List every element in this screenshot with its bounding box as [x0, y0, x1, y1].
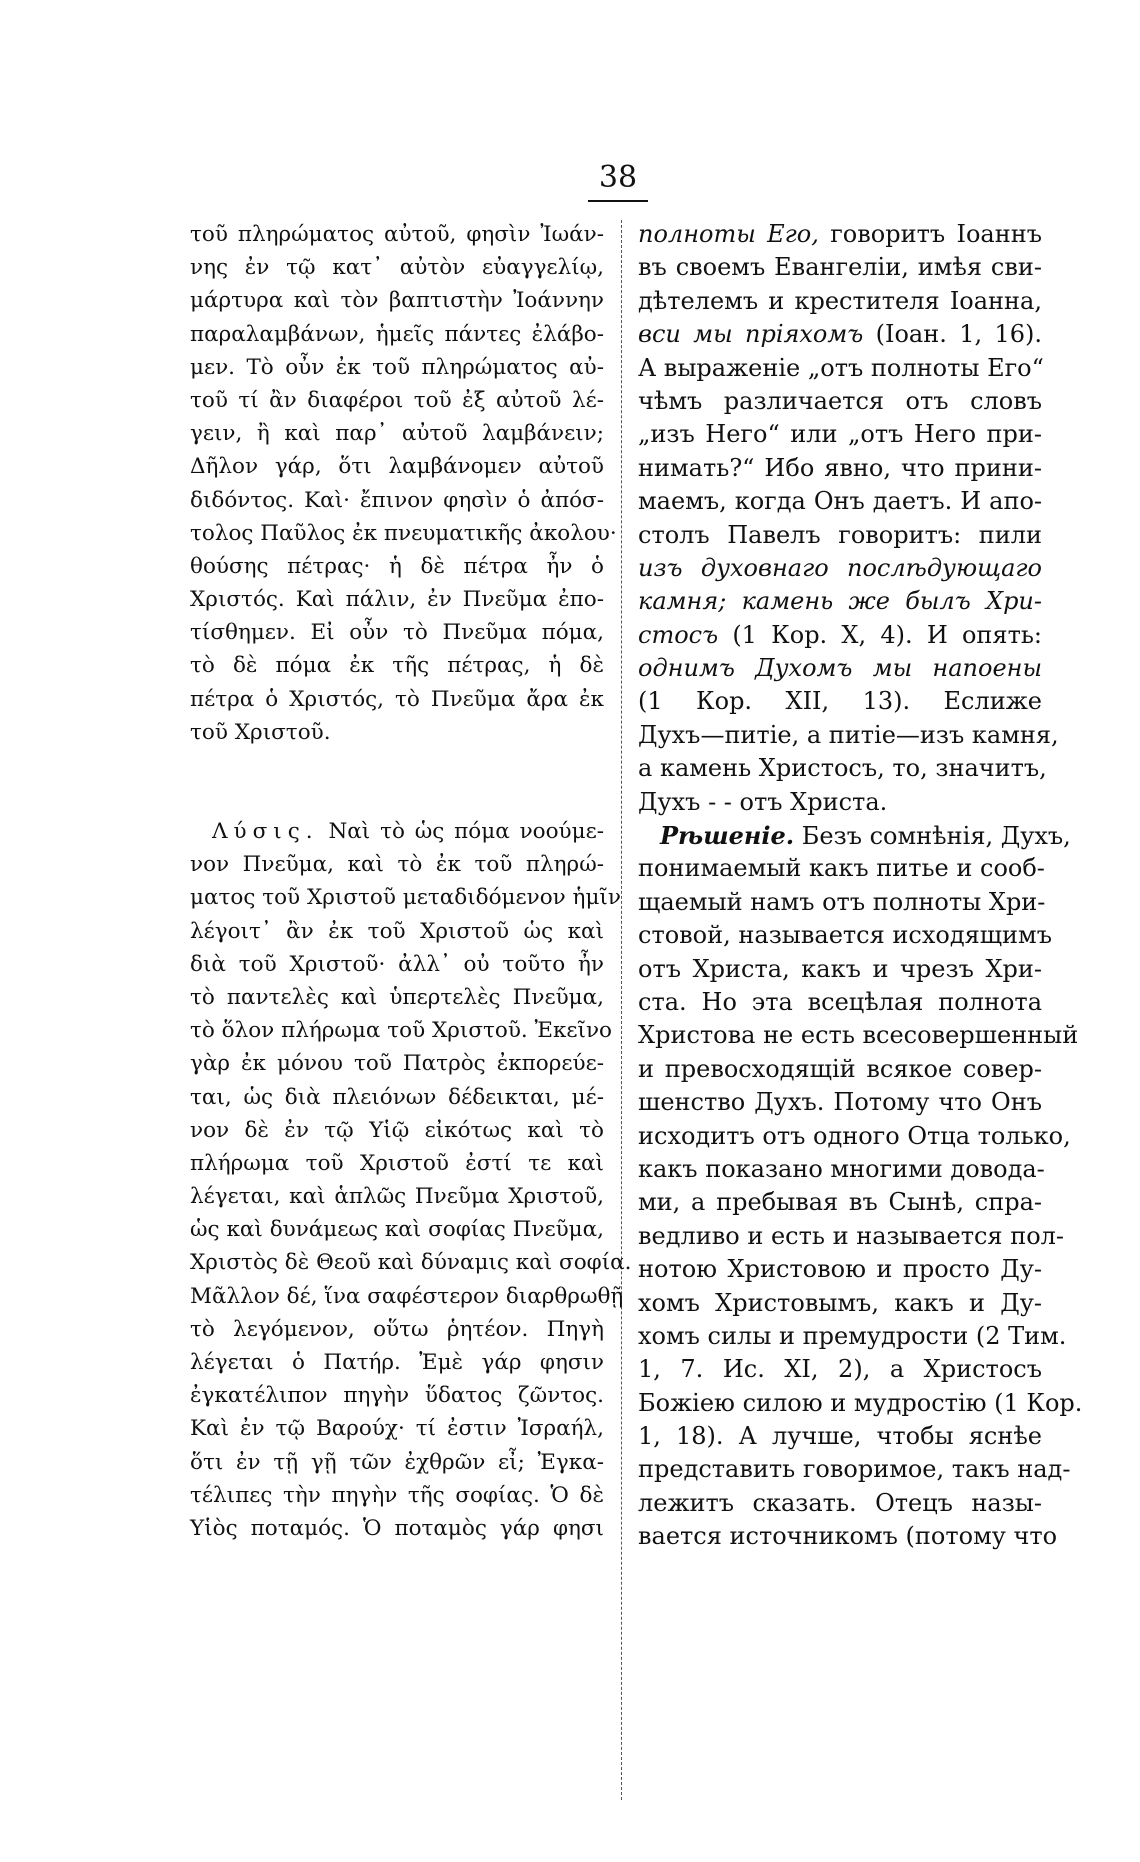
text-line [638, 251, 1042, 284]
line-text: нимать?“ Ибо явно, что прини- [638, 453, 1042, 482]
text-line: πλήρωμα τοῦ Χριστοῦ ἐστί τε καὶ [190, 1150, 604, 1176]
text-line [638, 352, 1042, 385]
italic-quote: полноты Его, [638, 220, 819, 248]
text-line: стовой, называется исходящимъ [638, 921, 1052, 950]
text-line [638, 685, 1042, 718]
line-text: маемъ, когда Онъ даетъ. И апо- [638, 487, 1042, 516]
text-line: лежитъ сказать. Отецъ назы- [638, 1488, 1042, 1517]
line-text: въ своемъ Евангеліи, имѣя сви- [638, 253, 1042, 282]
text-line: ται, ὡς διὰ πλειόνων δέδεικται, μέ- [190, 1084, 604, 1110]
line-text: „изъ Него“ или „отъ Него при- [638, 420, 1042, 449]
text-line [638, 285, 1042, 318]
text-line: щаемый намъ отъ полноты Хри- [638, 887, 1046, 916]
text-line: 1, 18). А лучше, чтобы яснѣе [638, 1422, 1042, 1451]
russian-reshenie-line [638, 819, 1071, 852]
text-line: νον Πνεῦμα, καὶ τὸ ἐκ τοῦ πληρώ- [190, 852, 604, 878]
text-line: Δῆλον γάρ, ὅτι λαμβάνομεν αὐτοῦ [190, 454, 604, 480]
text-line: Μᾶλλον δέ, ἵνα σαφέστερον διαρθρωθῇ [190, 1283, 624, 1309]
line-text: а камень Христосъ, то, значитъ, [638, 754, 1047, 783]
text-line: τολος Παῦλος ἐκ πνευματικῆς ἀκολου· [190, 520, 617, 546]
page-number-rule [588, 200, 648, 202]
text-line: Υἱὸς ποταμός. Ὁ ποταμὸς γάρ φησι [190, 1515, 604, 1541]
text-line: Χριστὸς δὲ Θεοῦ καὶ δύναμις καὶ σοφία. [190, 1250, 632, 1276]
line-text: говоритъ Іоаннъ [818, 220, 1042, 248]
text-line: πέτρα ὁ Χριστός, τὸ Πνεῦμα ἄρα ἐκ [190, 686, 604, 712]
text-line: τέλιπες τὴν πηγὴν τῆς σοφίας. Ὁ δὲ [190, 1482, 604, 1508]
text-line: γὰρ ἐκ μόνου τοῦ Πατρὸς ἐκπορεύε- [190, 1051, 604, 1077]
lysis-label: Λύσις. [212, 819, 319, 844]
line-text: (Іоан. 1, 16). [863, 320, 1042, 349]
text-line [638, 385, 1042, 418]
greek-column [190, 218, 632, 1545]
text-line: τίσθημεν. Εἰ οὖν τὸ Πνεῦμα πόμα, [190, 620, 604, 646]
text-line [638, 719, 1059, 752]
text-line: θούσης πέτρας· ἡ δὲ πέτρα ἦν ὁ [190, 553, 604, 579]
text-line [638, 619, 1042, 652]
text-line [638, 552, 1042, 585]
text-line: τὸ λεγόμενον, οὕτω ῥητέον. Πηγὴ [190, 1316, 604, 1342]
italic-quote: стосъ [638, 620, 719, 649]
text-line: ста. Но эта всецѣлая полнота [638, 987, 1042, 1016]
italic-quote: однимъ Духомъ мы напоены [638, 654, 1042, 683]
russian-paragraph-1 [638, 218, 1059, 819]
text-line [638, 485, 1042, 518]
italic-quote: камня; камень же былъ Хри- [638, 587, 1042, 616]
text-line: τοῦ πληρώματος αὐτοῦ, φησὶν Ἰωάν- [190, 222, 604, 247]
text-line: μεν. Τὸ οὖν ἐκ τοῦ πληρώματος αὐ- [190, 354, 604, 380]
text-line: τοῦ Χριστοῦ. [190, 719, 331, 745]
greek-paragraph-2 [190, 848, 632, 1545]
italic-quote: изъ духовнаго послѣдующаго [638, 553, 1042, 582]
text-line: Христова не есть всесовершенный [638, 1021, 1079, 1050]
text-line: ματος τοῦ Χριστοῦ μεταδιδόμενον ἡμῖν [190, 885, 621, 911]
text-line: 1, 7. Ис. XI, 2), а Христосъ [638, 1355, 1042, 1384]
greek-paragraph-1 [190, 218, 617, 749]
text-line: вается источникомъ (потому что [638, 1522, 1058, 1551]
text-line: τὸ δὲ πόμα ἐκ τῆς πέτρας, ἡ δὲ [190, 653, 604, 679]
text-line: νον δὲ ἐν τῷ Υἱῷ εἰκότως καὶ τὸ [190, 1117, 604, 1143]
text-line: ἐγκατέλιπον πηγὴν ὕδατος ζῶντος. [190, 1383, 604, 1409]
line-text: (1 Кор. XII, 13). Еслиже [638, 687, 1042, 716]
text-line: διὰ τοῦ Χριστοῦ· ἀλλ᾽ οὐ τοῦτο ἦν [190, 951, 604, 977]
text-line: шенство Духъ. Потому что Онъ [638, 1088, 1042, 1117]
text-line [638, 652, 1042, 685]
lysis-line-text: Ναὶ τὸ ὡς πόμα νοούμε- [328, 819, 604, 844]
text-line: понимаемый какъ питье и сооб- [638, 854, 1045, 883]
text-line: представить говоримое, такъ над- [638, 1455, 1071, 1484]
text-line: γειν, ἢ καὶ παρ᾽ αὐτοῦ λαμβάνειν; [190, 421, 604, 447]
russian-column [638, 218, 1083, 1554]
text-line [638, 752, 1047, 785]
text-line: ὡς καὶ δυνάμεως καὶ σοφίας Πνεῦμα, [190, 1217, 604, 1243]
text-line: ὅτι ἐν τῇ γῇ τῶν ἐχθρῶν εἶ; Ἐγκα- [190, 1449, 604, 1475]
line-text: Духъ - - отъ Христа. [638, 787, 888, 816]
text-line: παραλαμβάνων, ἡμεῖς πάντες ἐλάβο- [190, 321, 604, 347]
text-line: τοῦ τί ἂν διαφέροι τοῦ ἐξ αὐτοῦ λέ- [190, 387, 604, 413]
text-line: διδόντος. Καὶ· ἔπινον φησὶν ὁ ἀπόσ- [190, 487, 604, 513]
text-line [638, 519, 1042, 552]
line-text: А выраженіе „отъ полноты Его“ [638, 353, 1044, 382]
text-line: νης ἐν τῷ κατ᾽ αὐτὸν εὐαγγελίῳ, [190, 255, 604, 281]
paragraph-gap [190, 749, 604, 815]
text-line: τὸ παντελὲς καὶ ὑπερτελὲς Πνεῦμα, [190, 984, 604, 1010]
text-line [638, 418, 1042, 451]
text-line [638, 452, 1042, 485]
text-line [638, 585, 1042, 618]
text-line: Χριστός. Καὶ πάλιν, ἐν Πνεῦμα ἐπο- [190, 587, 604, 613]
text-line: λέγεται ὁ Πατήρ. Ἐμὲ γάρ φησιν [190, 1350, 604, 1375]
greek-lysis-line [190, 815, 604, 848]
text-line: отъ Христа, какъ и чрезъ Хри- [638, 954, 1042, 983]
line-text: Духъ—питіе, а питіе—изъ камня, [638, 720, 1059, 749]
text-line: μάρτυρα καὶ τὸν βαπτιστὴν Ἰοάννην [190, 288, 604, 314]
italic-quote: вси мы пріяхомъ [638, 320, 864, 349]
reshenie-label: Рѣшеніе. [660, 821, 795, 851]
text-line: какъ показано многими довода- [638, 1154, 1045, 1183]
text-line: хомъ Христовымъ, какъ и Ду- [638, 1288, 1042, 1317]
line-text: чѣмъ различается отъ словъ [638, 386, 1042, 415]
line-text: (1 Кор. X, 4). И опять: [718, 620, 1042, 649]
text-line: Божіею силою и мудростію (1 Кор. [638, 1388, 1083, 1417]
reshenie-line-text: Безъ сомнѣнія, Духъ, [794, 822, 1071, 851]
text-line: ми, а пребывая въ Сынѣ, спра- [638, 1188, 1042, 1217]
text-line: λέγεται, καὶ ἁπλῶς Πνεῦμα Χριστοῦ, [190, 1184, 604, 1210]
text-line: хомъ силы и премудрости (2 Тим. [638, 1321, 1067, 1350]
text-line: нотою Христовою и просто Ду- [638, 1255, 1042, 1284]
text-line [638, 318, 1042, 351]
text-line: τὸ ὅλον πλήρωμα τοῦ Χριστοῦ. Ἐκεῖνο [190, 1018, 612, 1044]
column-divider [621, 220, 623, 1800]
text-line [638, 218, 1042, 251]
line-text: столъ Павелъ говоритъ: пили [638, 520, 1042, 549]
text-line: λέγοιτ᾽ ἂν ἐκ τοῦ Χριστοῦ ὡς καὶ [190, 918, 604, 944]
page-number: 38 [598, 160, 638, 195]
text-line: и превосходящій всякое совер- [638, 1054, 1042, 1083]
text-line: исходитъ отъ одного Отца только, [638, 1121, 1071, 1150]
text-line: Καὶ ἐν τῷ Βαρούχ· τί ἐστιν Ἰσραήλ, [190, 1416, 604, 1442]
text-line: ведливо и есть и называется пол- [638, 1221, 1064, 1250]
text-line [638, 786, 1042, 819]
line-text: дѣтелемъ и крестителя Іоанна, [638, 286, 1042, 315]
russian-paragraph-2 [638, 852, 1083, 1553]
